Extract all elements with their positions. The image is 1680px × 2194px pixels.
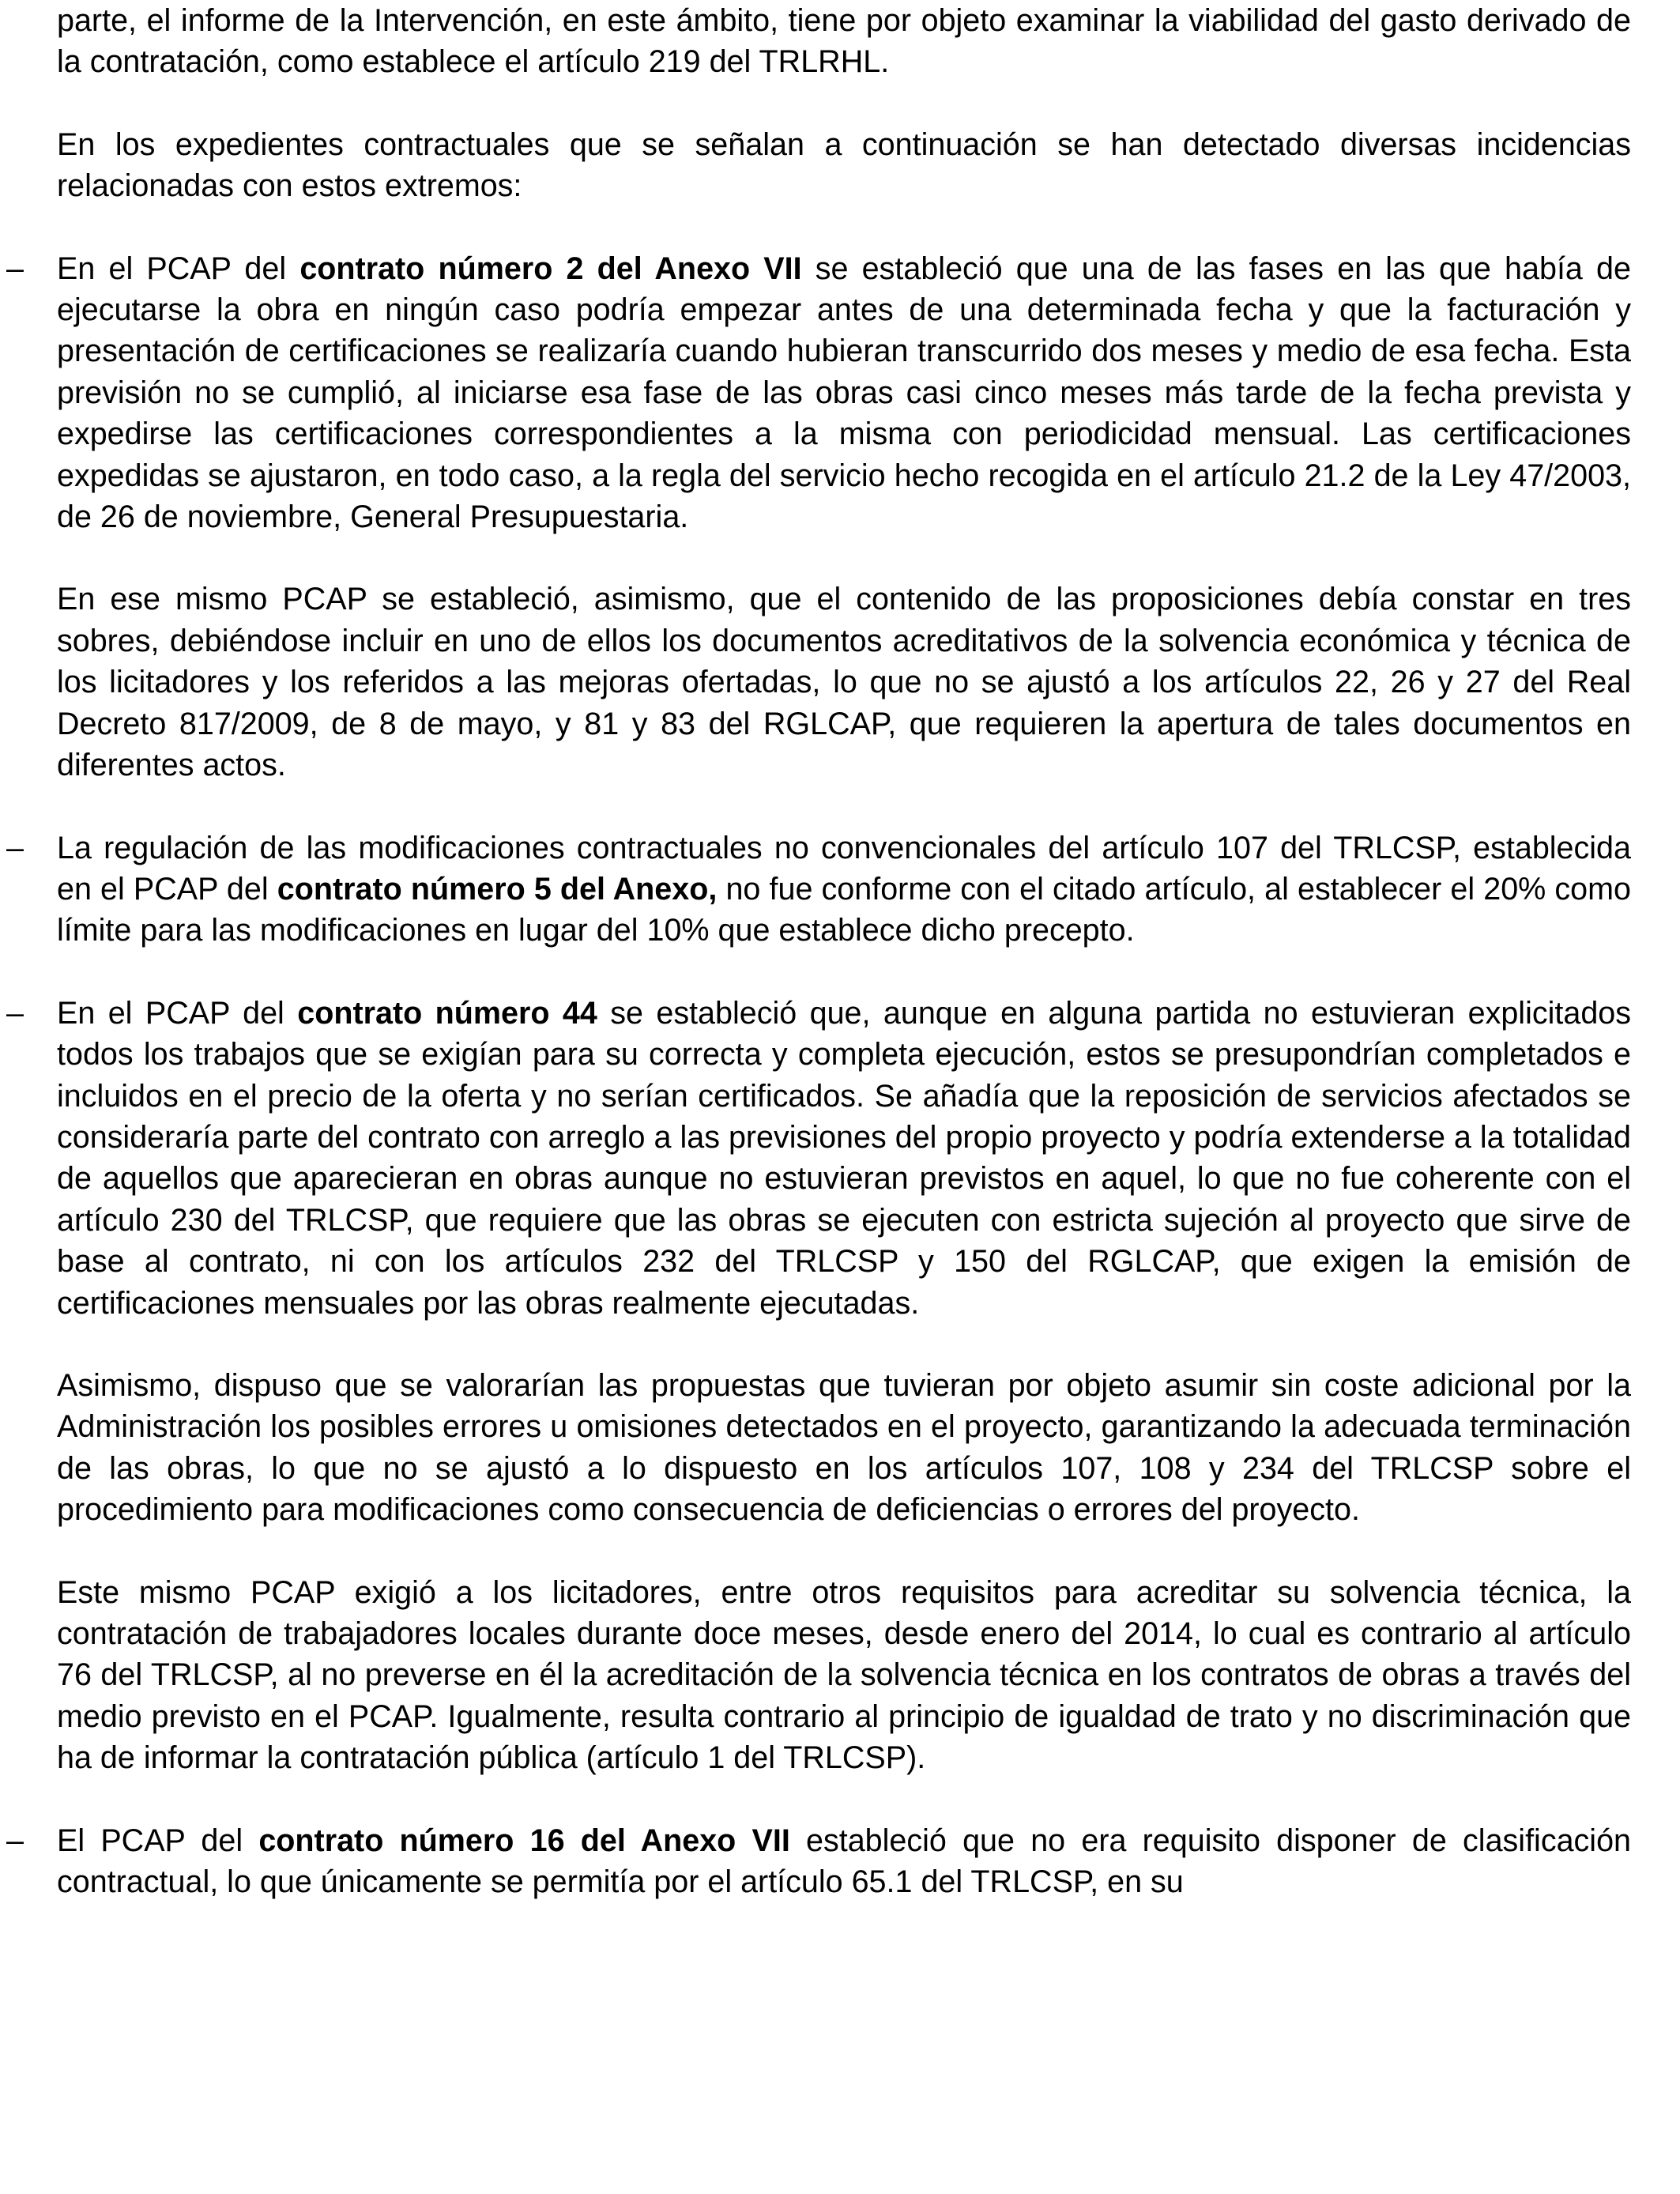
text-run: no fue conforme con el citado artículo, al establecer el 20% como límite para las modificaciones en lugar del 10% que establece dicho precepto. [57,871,1631,948]
paragraph [57,1572,1631,1779]
text-run: En ese mismo PCAP se estableció, asimismo, que el contenido de las proposiciones debía constar en tres sobres, debiéndose incluir en uno de ellos los documentos acreditativos de la solvencia económica y técnica de los licitadores y los referidos a las mejoras ofertadas, lo que no se ajustó a los artículos 22, 26 y 27 del Real Decreto 817/2009, de 8 de mayo, y 81 y 83 del RGLCAP, que requieren la apertura de tales documentos en diferentes actos. [57,582,1631,783]
text-run: se estableció que, aunque en alguna partida no estuvieran explicitados todos los trabajos que se exigían para su correcta y completa ejecución, estos se presupondrían completados e incluidos en el precio de la oferta y no serían certificados. Se añadía que la reposición de servicios afectados se consideraría parte del contrato con arreglo a las previsiones del propio proyecto y podría extenderse a la totalidad de aquellos que aparecieran en obras aunque no estuvieran previstos en aquel, lo que no fue coherente con el artículo 230 del TRLCSP, que requiere que las obras se ejecuten con estricta sujeción al proyecto que sirve de base al contrato, ni con los artículos 232 del TRLCSP y 150 del RGLCAP, que exigen la emisión de certificaciones mensuales por las obras realmente ejecutadas. [57,995,1631,1321]
paragraph [57,1820,1631,1903]
text-run: El PCAP del [57,1823,259,1858]
bullet-dash: – [6,251,24,286]
text-run: se estableció que una de las fases en las que había de ejecutarse la obra en ningún caso podría empezar antes de una determinada fecha y que la facturación y presentación de certificaciones se realizaría cuando hubieran transcurrido dos meses y medio de esa fecha. Esta previsión no se cumplió, al iniciarse esa fase de las obras casi cinco meses más tarde de la fecha prevista y expedirse las certificaciones correspondientes a la misma con periodicidad mensual. Las certificaciones expedidas se ajustaron, en todo caso, a la regla del servicio hecho recogida en el artículo 21.2 de la Ley 47/2003, de 26 de noviembre, General Presupuestaria. [57,251,1631,535]
text-run: En los expedientes contractuales que se señalan a continuación se han detectado diversas incidencias relacionadas con estos extremos: [57,126,1631,204]
text-run: En el PCAP del [57,251,300,286]
paragraph [57,248,1631,538]
text-run: Este mismo PCAP exigió a los licitadores, entre otros requisitos para acreditar su solvencia técnica, la contratación de trabajadores locales durante doce meses, desde enero del 2014, lo cual es contrario al artículo 76 del TRLCSP, al no preverse en él la acreditación de la solvencia técnica en los contratos de obras a través del medio previsto en el PCAP. Igualmente, resulta contrario al principio de igualdad de trato y no discriminación que ha de informar la contratación pública (artículo 1 del TRLCSP). [57,1574,1631,1776]
text-run: La regulación de las modificaciones contractuales no convencionales del artículo 107 del TRLCSP, establecida en el PCAP del [57,830,1631,907]
paragraph [57,124,1631,207]
paragraph [57,827,1631,952]
paragraph [57,1365,1631,1531]
bullet-item [6,827,1631,952]
text-run: estableció que no era requisito disponer de clasificación contractual, lo que únicamente se permitía por el artículo 65.1 del TRLCSP, en su [57,1823,1631,1900]
document-page [6,0,1631,1902]
bullet-item [6,993,1631,1324]
text-run: parte, el informe de la Intervención, en este ámbito, tiene por objeto examinar la viabilidad del gasto derivado de la contratación, como establece el artículo 219 del TRLRHL. [57,3,1631,80]
paragraph [57,579,1631,786]
paragraph [57,0,1631,83]
bullet-item [6,248,1631,538]
bold-reference: contrato número 2 del Anexo VII [299,251,802,286]
bullet-item [6,1820,1631,1903]
paragraph [57,993,1631,1324]
bullet-dash: – [6,995,24,1031]
bullet-dash: – [6,1823,24,1858]
bold-reference: contrato número 5 del Anexo, [277,871,718,907]
bullet-dash: – [6,830,24,865]
bold-reference: contrato número 16 del Anexo VII [258,1823,790,1858]
bold-reference: contrato número 44 [297,995,597,1031]
text-run: Asimismo, dispuso que se valorarían las propuestas que tuvieran por objeto asumir sin coste adicional por la Administración los posibles errores u omisiones detectados en el proyecto, garantizando la adecuada terminación de las obras, lo que no se ajustó a lo dispuesto en los artículos 107, 108 y 234 del TRLCSP sobre el procedimiento para modificaciones como consecuencia de deficiencias o errores del proyecto. [57,1367,1631,1528]
text-run: En el PCAP del [57,995,298,1031]
